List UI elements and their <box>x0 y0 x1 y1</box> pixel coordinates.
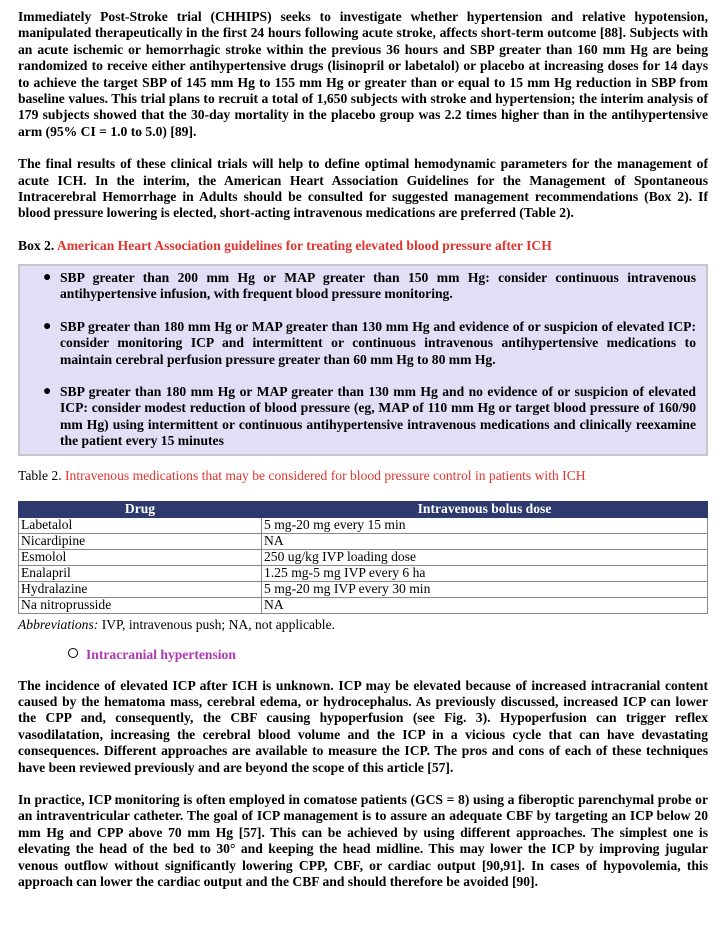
box-list <box>34 270 696 450</box>
abbreviations-label: Abbreviations: <box>18 616 99 632</box>
drug-cell: Esmolol <box>19 549 262 565</box>
subheading-link[interactable]: Intracranial hypertension <box>86 646 236 662</box>
box-title-link: American Heart Association guidelines for treating elevated blood pressure after ICH <box>56 237 552 253</box>
paragraph-icp-monitoring: In practice, ICP monitoring is often employed in comatose patients (GCS = 8) using a fiberoptic parenchymal probe or an intraventricular catheter. The goal of ICP management is to assure an adequate CBF by targeting an ICP below 20 mm Hg and CPP above 70 mm Hg [57]. This can be achieved by using different approaches. The simplest one is elevating the head of the bed to 30° and keeping the head midline. This may lower the ICP by improving jugular venous outflow without significantly lowering CPP, CBF, or cardiac output [90,91]. In cases of hypovolemia, this approach can lower the cardiac output and the CBF and should therefore be avoided [90]. <box>18 791 708 889</box>
box-title <box>18 238 708 254</box>
box-item-text: SBP greater than 180 mm Hg or MAP greater than 130 mm Hg and no evidence of or suspicion of elevated ICP: consider modest reduction of blood pressure (eg, MAP of 110 mm Hg or target blood pressure of 160/90 mm Hg) using intermittent or continuous antihypertensive intravenous medications and clinically reexamine the patient every 15 minutes <box>60 383 696 449</box>
drug-cell: Labetalol <box>19 517 262 533</box>
bullet-icon: ● <box>43 318 52 334</box>
table-title: Intravenous medications that may be considered for blood pressure control in patients with ICH <box>65 467 586 483</box>
paragraph-icp-incidence: The incidence of elevated ICP after ICH is unknown. ICP may be elevated because of increased intracranial content caused by the hematoma mass, cerebral edema, or hydrocephalus. As previously discussed, increased ICP can lower the CPP and, consequently, the CBF causing hypoperfusion (see Fig. 3). Hypoperfusion can trigger reflex vasodilatation, increasing the cerebral blood volume and the ICP in a vicious cycle that can have devastating consequences. Different approaches are available to measure the ICP. The pros and cons of each of these techniques have been reviewed previously and are beyond the scope of this article [57]. <box>18 677 708 775</box>
box-item <box>43 269 696 303</box>
box-item <box>43 318 696 368</box>
header-dose: Intravenous bolus dose <box>262 501 708 517</box>
section-subheading <box>68 647 708 663</box>
dose-cell: 5 mg-20 mg IVP every 30 min <box>262 581 708 597</box>
box-label: Box 2. <box>18 237 57 253</box>
table-caption <box>18 468 708 484</box>
dose-cell: NA <box>262 533 708 549</box>
header-drug: Drug <box>19 501 262 517</box>
drug-cell: Hydralazine <box>19 581 262 597</box>
table-header-row <box>19 501 708 517</box>
table-label: Table 2. <box>18 467 65 483</box>
table-row <box>19 581 708 597</box>
drug-cell: Na nitroprusside <box>19 597 262 613</box>
drug-cell: Enalapril <box>19 565 262 581</box>
bullet-icon: ● <box>43 383 52 399</box>
bullet-icon: ● <box>43 269 52 285</box>
dose-cell: 5 mg-20 mg every 15 min <box>262 517 708 533</box>
table-row <box>19 533 708 549</box>
table-row <box>19 565 708 581</box>
dose-cell: 1.25 mg-5 mg IVP every 6 ha <box>262 565 708 581</box>
box-item-text: SBP greater than 200 mm Hg or MAP greater than 150 mm Hg: consider continuous intravenous antihypertensive infusion, with frequent blood pressure monitoring. <box>60 269 696 302</box>
abbreviations-text: IVP, intravenous push; NA, not applicable. <box>98 616 336 632</box>
dose-cell: 250 ug/kg IVP loading dose <box>262 549 708 565</box>
box-item-text: SBP greater than 180 mm Hg or MAP greater than 130 mm Hg and evidence of or suspicion of elevated ICP: consider monitoring ICP and intermittent or continuous intravenous antihypertensive medications to maintain cerebral perfusion pressure greater than 60 mm Hg to 80 mm Hg. <box>60 318 696 367</box>
table-abbreviations <box>18 617 708 633</box>
table-row <box>19 517 708 533</box>
table-row <box>19 597 708 613</box>
medications-table <box>18 501 708 614</box>
circle-bullet-icon <box>68 648 78 658</box>
table-row <box>19 549 708 565</box>
paragraph-final-results: The final results of these clinical trials will help to define optimal hemodynamic parameters for the management of acute ICH. In the interim, the American Heart Association Guidelines for the Management of Spontaneous Intracerebral Hemorrhage in Adults should be consulted for suggested management recommendations (Box 2). If blood pressure lowering is elected, short-acting intravenous medications are preferred (Table 2). <box>18 156 708 221</box>
drug-cell: Nicardipine <box>19 533 262 549</box>
box-panel <box>18 264 708 456</box>
document-page <box>18 9 708 890</box>
box-item <box>43 383 696 450</box>
paragraph-chhips: Immediately Post-Stroke trial (CHHIPS) seeks to investigate whether hypertension and relative hypotension, manipulated therapeutically in the first 24 hours following acute stroke, affects short-term outcome [88]. Subjects with an acute ischemic or hemorrhagic stroke within the previous 36 hours and SBP greater than 160 mm Hg are being randomized to receive either antihypertensive drugs (lisinopril or labetalol) or placebo at increasing doses for 14 days to achieve the target SBP of 145 mm Hg to 155 mm Hg or greater than or equal to 15 mm Hg reduction in SBP from baseline values. This trial plans to recruit a total of 1,650 subjects with stroke and hypertension; the interim analysis of 179 subjects showed that the 30-day mortality in the placebo group was 2.2 times higher than in the antihypertensive arm (95% CI = 1.0 to 5.0) [89]. <box>18 9 708 139</box>
dose-cell: NA <box>262 597 708 613</box>
